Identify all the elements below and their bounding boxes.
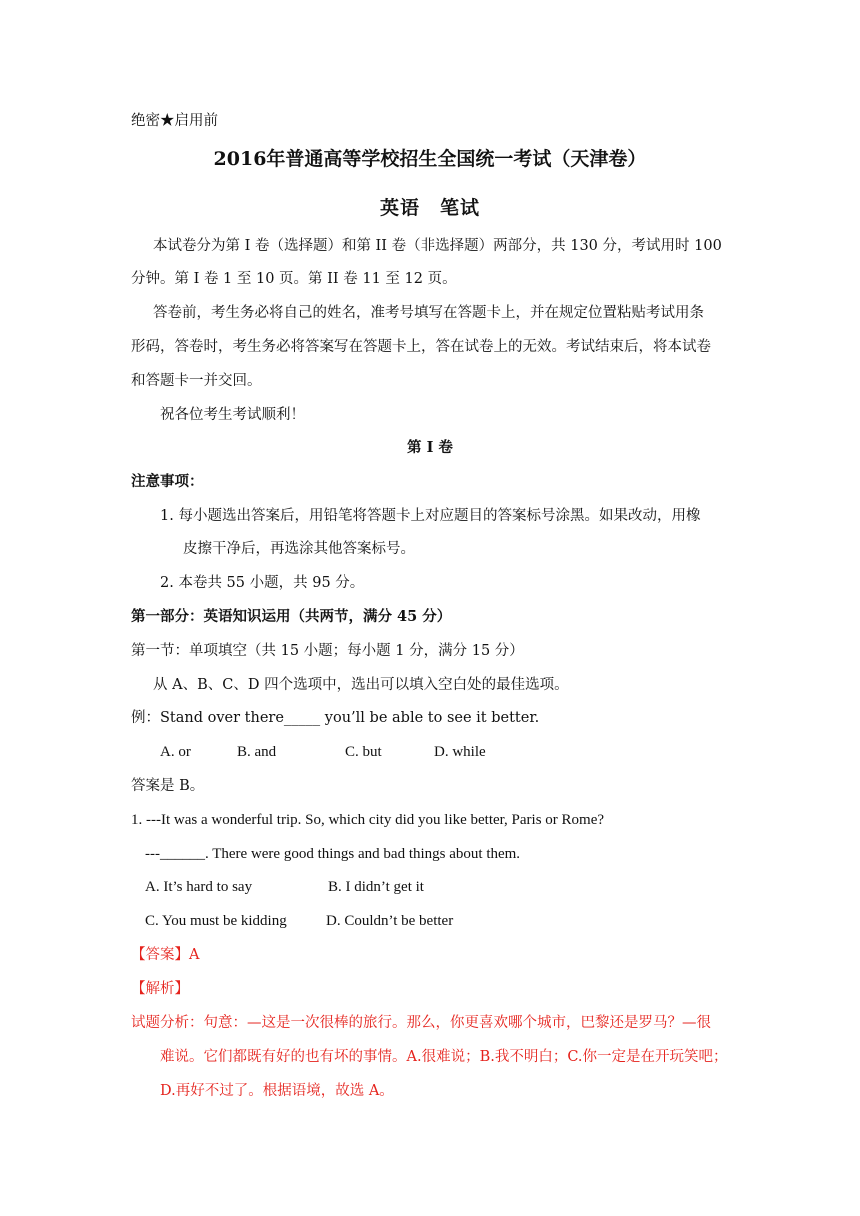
intro-paragraph-1-line-2: 分钟。第 I 卷 1 至 10 页。第 II 卷 11 至 12 页。 <box>131 271 457 287</box>
intro-paragraph-2-line-1: 答卷前，考生务必将自己的姓名，准考号填写在答题卡上，并在规定位置粘贴考试用条 <box>153 305 704 321</box>
question-1-option-a: A. It’s hard to say <box>145 879 253 895</box>
intro-paragraph-2-line-2: 形码，答卷时，考生务必将答案写在答题卡上，答在试卷上的无效。考试结束后，将本试卷 <box>131 339 711 355</box>
question-1-analysis-heading: 【解析】 <box>131 981 189 997</box>
example-option-c: C. but <box>345 744 382 760</box>
note-1-line-2: 皮擦干净后，再选涂其他答案标号。 <box>183 541 415 557</box>
section-1-heading: 第一节：单项填空（共 15 小题；每小题 1 分，满分 15 分） <box>131 643 524 659</box>
example-options <box>0 742 860 762</box>
example-option-d: D. while <box>434 744 486 760</box>
section-instruction: 从 A、B、C、D 四个选项中，选出可以填入空白处的最佳选项。 <box>153 677 569 693</box>
example-option-b: B. and <box>237 744 277 760</box>
good-luck-wish: 祝各位考生考试顺利！ <box>160 407 305 423</box>
question-1-options-row-1 <box>0 877 860 897</box>
question-1-option-d: D. Couldn’t be better <box>326 913 454 929</box>
question-1-stem: 1. ---It was a wonderful trip. So, which city did you like better, Paris or Rome? <box>131 812 605 828</box>
exam-title: 2016年普通高等学校招生全国统一考试（天津卷） <box>213 148 647 170</box>
example-question: 例：Stand over there_____ you’ll be able to see it better. <box>131 710 540 726</box>
question-1-answer: 【答案】A <box>131 947 200 963</box>
example-option-a: A. or <box>160 744 191 760</box>
exam-subtitle: 英语 笔试 <box>379 197 480 219</box>
intro-paragraph-1-line-1: 本试卷分为第 I 卷（选择题）和第 II 卷（非选择题）两部分，共 130 分，考试用时 100 <box>153 238 722 254</box>
note-2: 2. 本卷共 55 小题，共 95 分。 <box>160 575 365 591</box>
notes-heading: 注意事项： <box>131 473 204 490</box>
confidential-label: 绝密★启用前 <box>131 113 218 129</box>
question-1-reply: ---______. There were good things and bad things about them. <box>145 846 521 862</box>
volume-heading: 第 I 卷 <box>407 439 453 456</box>
intro-paragraph-2-line-3: 和答题卡一并交回。 <box>131 373 262 389</box>
note-1-line-1: 1. 每小题选出答案后，用铅笔将答题卡上对应题目的答案标号涂黑。如果改动，用橡 <box>160 508 701 524</box>
example-answer: 答案是 B。 <box>131 778 205 794</box>
question-1-option-b: B. I didn’t get it <box>328 879 424 895</box>
question-1-options-row-2 <box>0 911 860 931</box>
part-1-heading: 第一部分：英语知识运用（共两节，满分 45 分） <box>131 608 452 625</box>
question-1-analysis-line-2: 难说。它们都既有好的也有坏的事情。A.很难说；B.我不明白；C.你一定是在开玩笑吧； <box>160 1049 728 1065</box>
question-1-option-c: C. You must be kidding <box>145 913 287 929</box>
question-1-analysis-line-3: D.再好不过了。根据语境，故选 A。 <box>160 1083 394 1099</box>
question-1-analysis-line-1: 试题分析：句意：—这是一次很棒的旅行。那么，你更喜欢哪个城市，巴黎还是罗马？—很 <box>131 1015 711 1031</box>
